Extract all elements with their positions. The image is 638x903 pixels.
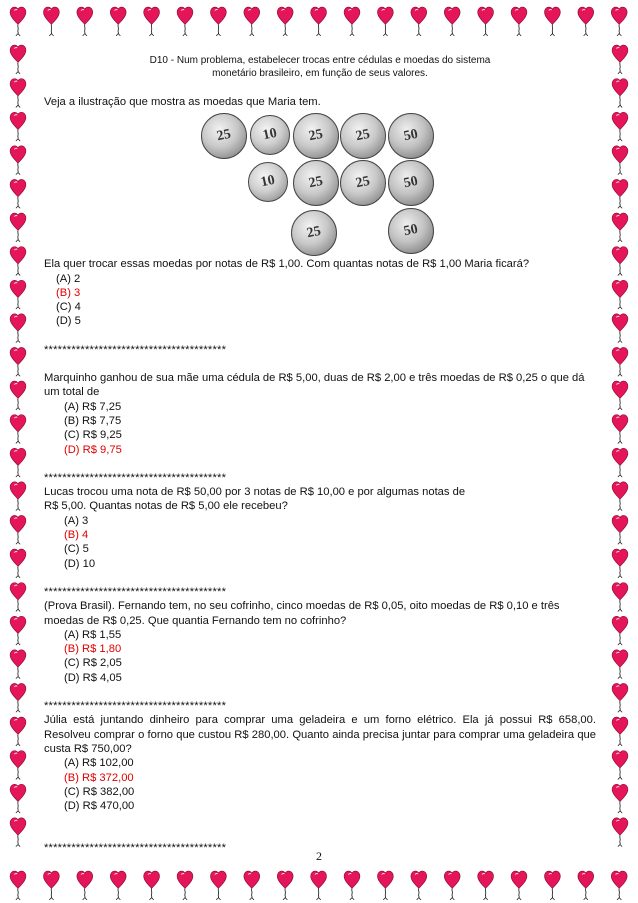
coin-50-icon: 50 xyxy=(388,208,434,254)
heart-balloon-icon xyxy=(411,871,427,900)
question-3-line-1: Lucas trocou uma nota de R$ 50,00 por 3 notas de R$ 10,00 e por algumas notas de xyxy=(44,486,466,499)
question-2: Marquinho ganhou de sua mãe uma cédula de R$ 5,00, duas de R$ 2,00 e três moedas de R$ 0,25 o que dá um total de xyxy=(44,372,585,399)
heart-balloon-icon xyxy=(612,784,628,813)
heart-balloon-icon xyxy=(10,818,26,847)
separator: **************************************** xyxy=(44,471,227,484)
heart-balloon-icon xyxy=(10,213,26,242)
heart-balloon-icon xyxy=(478,7,494,36)
heart-balloon-icon xyxy=(344,871,360,900)
heart-balloon-icon xyxy=(10,583,26,612)
heart-balloon-icon xyxy=(612,45,628,74)
heart-balloon-icon xyxy=(612,448,628,477)
heart-balloon-icon xyxy=(611,871,627,900)
option-d: (D) 5 xyxy=(56,315,81,328)
heart-balloon-icon xyxy=(578,871,594,900)
coin-25-icon: 25 xyxy=(293,113,339,159)
coin-10-icon: 10 xyxy=(250,115,290,155)
heart-balloon-icon xyxy=(612,112,628,141)
heart-balloon-icon xyxy=(10,347,26,376)
heart-balloon-icon xyxy=(277,7,293,36)
question-5-options xyxy=(44,756,596,813)
heart-balloon-icon xyxy=(612,751,628,780)
heart-balloon-icon xyxy=(244,871,260,900)
heart-balloon-icon xyxy=(43,7,59,36)
heart-balloon-icon xyxy=(611,7,627,36)
heart-balloon-icon xyxy=(77,7,93,36)
intro-text: Veja a ilustração que mostra as moedas que Maria tem. xyxy=(44,96,321,108)
heart-balloon-icon xyxy=(612,347,628,376)
heart-balloon-icon xyxy=(612,549,628,578)
heart-balloon-icon xyxy=(377,871,393,900)
option-c: (C) R$ 382,00 xyxy=(64,785,135,798)
heart-balloon-icon xyxy=(244,7,260,36)
heart-balloon-icon xyxy=(10,112,26,141)
heart-balloon-icon xyxy=(612,515,628,544)
heart-balloon-icon xyxy=(612,583,628,612)
heart-balloon-icon xyxy=(110,7,126,36)
heart-balloon-icon xyxy=(10,314,26,343)
heart-balloon-icon xyxy=(612,650,628,679)
heart-balloon-icon xyxy=(344,7,360,36)
heart-balloon-icon xyxy=(311,871,327,900)
heart-balloon-icon xyxy=(612,213,628,242)
heart-balloon-icon xyxy=(411,7,427,36)
question-4-options xyxy=(44,628,596,685)
heart-balloon-icon xyxy=(444,7,460,36)
heart-balloon-icon xyxy=(612,179,628,208)
coin-25-icon: 25 xyxy=(291,210,337,256)
question-5: Júlia está juntando dinheiro para comprar uma geladeira e um forno elétrico. Ela já possui R$ 658,00. Resolveu comprar o forno que custou R$ 280,00. Quanto ainda precisa juntar para comprar uma geladeira que custa R$ 750,00? xyxy=(44,714,596,755)
heart-balloon-icon xyxy=(612,381,628,410)
heart-balloon-icon xyxy=(10,549,26,578)
question-3-line-2: R$ 5,00. Quantas notas de R$ 5,00 ele recebeu? xyxy=(44,500,288,513)
heart-balloon-icon xyxy=(277,871,293,900)
question-1: Ela quer trocar essas moedas por notas de R$ 1,00. Com quantas notas de R$ 1,00 Maria ficará? xyxy=(44,258,530,271)
coin-10-icon: 10 xyxy=(248,162,288,202)
separator: **************************************** xyxy=(44,343,227,356)
heart-balloon-icon xyxy=(210,871,226,900)
heart-balloon-icon xyxy=(612,247,628,276)
option-b-answer: (B) 4 xyxy=(64,529,89,542)
heart-balloon-icon xyxy=(612,79,628,108)
heart-balloon-icon xyxy=(377,7,393,36)
question-4: (Prova Brasil). Fernando tem, no seu cofrinho, cinco moedas de R$ 0,05, oito moedas de R$ 0,10 e três moedas de R$ 0,25. Que quantia Fernando tem no cofrinho? xyxy=(44,600,560,627)
separator: **************************************** xyxy=(44,585,227,598)
heart-balloon-icon xyxy=(612,683,628,712)
page-content xyxy=(44,54,596,856)
heart-balloon-icon xyxy=(612,818,628,847)
heart-balloon-icon xyxy=(10,717,26,746)
heart-balloon-icon xyxy=(110,871,126,900)
heart-balloon-icon xyxy=(10,79,26,108)
heart-balloon-icon xyxy=(43,871,59,900)
option-b-answer: (B) R$ 372,00 xyxy=(64,771,134,784)
header-line-1: D10 - Num problema, estabelecer trocas entre cédulas e moedas do sistema xyxy=(149,55,491,66)
option-d: (D) R$ 4,05 xyxy=(64,671,122,684)
heart-balloon-icon xyxy=(77,871,93,900)
heart-balloon-icon xyxy=(10,650,26,679)
heart-balloon-icon xyxy=(10,482,26,511)
option-b-answer: (B) R$ 1,80 xyxy=(64,643,122,656)
heart-balloon-icon xyxy=(311,7,327,36)
page-number: 2 xyxy=(316,849,322,863)
heart-balloon-icon xyxy=(177,871,193,900)
heart-balloon-icon xyxy=(612,717,628,746)
option-a: (A) R$ 7,25 xyxy=(64,400,122,413)
option-c: (C) R$ 9,25 xyxy=(64,429,122,442)
heart-balloon-icon xyxy=(10,381,26,410)
heart-balloon-icon xyxy=(612,314,628,343)
coin-25-icon: 25 xyxy=(293,160,339,206)
option-a: (A) R$ 102,00 xyxy=(64,757,134,770)
heart-balloon-icon xyxy=(10,448,26,477)
separator: **************************************** xyxy=(44,700,227,713)
coin-25-icon: 25 xyxy=(340,160,386,206)
option-c: (C) 4 xyxy=(56,301,81,314)
heart-balloon-icon xyxy=(612,415,628,444)
option-a: (A) R$ 1,55 xyxy=(64,628,122,641)
question-1-options xyxy=(44,272,596,329)
option-b-answer: (B) 3 xyxy=(56,286,81,299)
heart-balloon-icon xyxy=(444,871,460,900)
option-b: (B) R$ 7,75 xyxy=(64,414,122,427)
option-c: (C) 5 xyxy=(64,543,89,556)
heart-balloon-icon xyxy=(10,7,26,36)
heart-balloon-icon xyxy=(10,683,26,712)
coin-50-icon: 50 xyxy=(388,113,434,159)
coins-illustration xyxy=(44,109,596,257)
heart-balloon-icon xyxy=(612,146,628,175)
heart-balloon-icon xyxy=(612,280,628,309)
heart-balloon-icon xyxy=(578,7,594,36)
coin-25-icon: 25 xyxy=(340,113,386,159)
header-line-2: monetário brasileiro, em função de seus valores. xyxy=(212,68,428,79)
heart-balloon-icon xyxy=(10,179,26,208)
heart-balloon-icon xyxy=(10,871,26,900)
heart-balloon-icon xyxy=(10,45,26,74)
coin-25-icon: 25 xyxy=(201,113,247,159)
coin-50-icon: 50 xyxy=(388,160,434,206)
heart-balloon-icon xyxy=(612,482,628,511)
option-d: (D) R$ 470,00 xyxy=(64,800,135,813)
heart-balloon-icon xyxy=(478,871,494,900)
heart-balloon-icon xyxy=(177,7,193,36)
document-header xyxy=(44,54,596,80)
heart-balloon-icon xyxy=(544,871,560,900)
heart-balloon-icon xyxy=(10,784,26,813)
heart-balloon-icon xyxy=(10,415,26,444)
option-a: (A) 3 xyxy=(64,514,89,527)
heart-balloon-icon xyxy=(10,515,26,544)
heart-balloon-icon xyxy=(10,146,26,175)
option-d-answer: (D) R$ 9,75 xyxy=(64,443,122,456)
heart-balloon-icon xyxy=(144,7,160,36)
heart-balloon-icon xyxy=(10,616,26,645)
heart-balloon-icon xyxy=(10,247,26,276)
option-c: (C) R$ 2,05 xyxy=(64,657,122,670)
heart-balloon-icon xyxy=(612,616,628,645)
heart-balloon-icon xyxy=(210,7,226,36)
question-2-options xyxy=(44,400,596,457)
heart-balloon-icon xyxy=(10,751,26,780)
heart-balloon-icon xyxy=(511,7,527,36)
question-3-options xyxy=(44,514,596,571)
heart-balloon-icon xyxy=(10,280,26,309)
heart-balloon-icon xyxy=(144,871,160,900)
option-d: (D) 10 xyxy=(64,557,96,570)
separator: **************************************** xyxy=(44,842,227,855)
heart-balloon-icon xyxy=(544,7,560,36)
option-a: (A) 2 xyxy=(56,272,81,285)
heart-balloon-icon xyxy=(511,871,527,900)
